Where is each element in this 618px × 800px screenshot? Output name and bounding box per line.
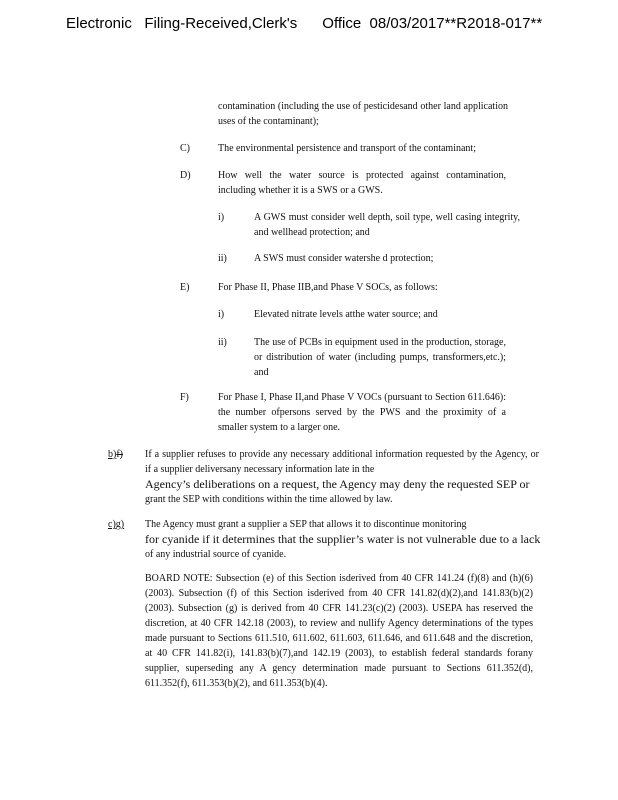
item-e-label: E) — [180, 282, 190, 293]
subsection-b-label — [108, 447, 123, 462]
item-e-text: For Phase II, Phase IIB,and Phase V SOCs, as follows: — [218, 282, 438, 293]
subsection-c-line2: for cyanide if it determines that the supplier’s water is not vulnerable due to a lack — [145, 532, 541, 546]
item-e-i-text: Elevated nitrate levels atthe water source; and — [254, 309, 438, 320]
item-e-i-label: i) — [218, 309, 225, 320]
subsection-c-line1: The Agency must grant a supplier a SEP that allows it to discontinue monitoring — [145, 519, 467, 530]
item-d-i-label: i) — [218, 212, 225, 223]
subsection-b-label-old: f) — [116, 449, 124, 460]
subsection-b-label-new: b) — [108, 449, 117, 460]
item-c-label: C) — [180, 143, 190, 154]
item-e-ii-label: ii) — [218, 337, 227, 348]
item-e-ii-text: The use of PCBs in equipment used in the production, storage, or distribution of water (including pumps, transformers,etc.); and — [254, 337, 506, 378]
item-d-ii-label: ii) — [218, 253, 227, 264]
item-c-text: The environmental persistence and transport of the contaminant; — [218, 143, 476, 154]
subsection-b-line1: If a supplier refuses to provide any necessary additional information requested by the Agency, or if a supplier deliversany necessary information late in the — [145, 449, 539, 475]
subsection-b-line3: grant the SEP with conditions within the time allowed by law. — [145, 494, 393, 505]
subsection-b-text — [145, 447, 539, 507]
document-header: Electronic Filing-Received,Clerk's Office 08/03/2017**R2018-017** — [66, 15, 543, 32]
board-note: BOARD NOTE: Subsection (e) of this Section isderived from 40 CFR 141.24 (f)(8) and (h)(6) (2003). Subsection (f) of this Section isderived from 40 CFR 141.82(d)(2),and 141.83(b)(2)(2003). Subsection (g) is derived from 40 CFR 141.23(c)(2) (2003). USEPA has reserved the discretion, at 40 CFR 142.18 (2003), to review and nullify Agency determinations of the types made pursuant to Sections 611.510, 611.602, 611.603, 611.646, and 611.648 and the discretion, at 40 CFR 141.82(i), 141.83(b)(7),and 142.19 (2003), to establish federal standards forany supplier, superseding any A gency determination made pursuant to Sections 611.352(d), 611.352(f), 611.353(b)(2), and 611.353(b)(4). — [145, 573, 533, 689]
subsection-c-label — [108, 517, 124, 532]
item-f-label: F) — [180, 392, 189, 403]
contamination-text: contamination (including the use of pesticidesand other land application uses of the contaminant); — [218, 101, 508, 127]
item-f-text: For Phase I, Phase II,and Phase V VOCs (pursuant to Section 611.646): the number ofpersons served by the PWS and the proximity of a smaller system to a larger one. — [218, 392, 506, 433]
item-d-ii-text: A SWS must consider watershe d protection; — [254, 253, 434, 264]
item-d-i-text: A GWS must consider well depth, soil type, well casing integrity, and wellhead protection; and — [254, 212, 520, 238]
item-d-label: D) — [180, 170, 191, 181]
subsection-b-line2: Agency’s deliberations on a request, the Agency may deny the requested SEP or — [145, 477, 530, 491]
item-d-text: How well the water source is protected against contamination, including whether it is a SWS or a GWS. — [218, 170, 506, 196]
subsection-c-label-old: g) — [115, 519, 125, 530]
subsection-c-label-new: c) — [108, 519, 116, 530]
subsection-c-text — [145, 517, 545, 562]
subsection-c-line3: of any industrial source of cyanide. — [145, 549, 287, 560]
